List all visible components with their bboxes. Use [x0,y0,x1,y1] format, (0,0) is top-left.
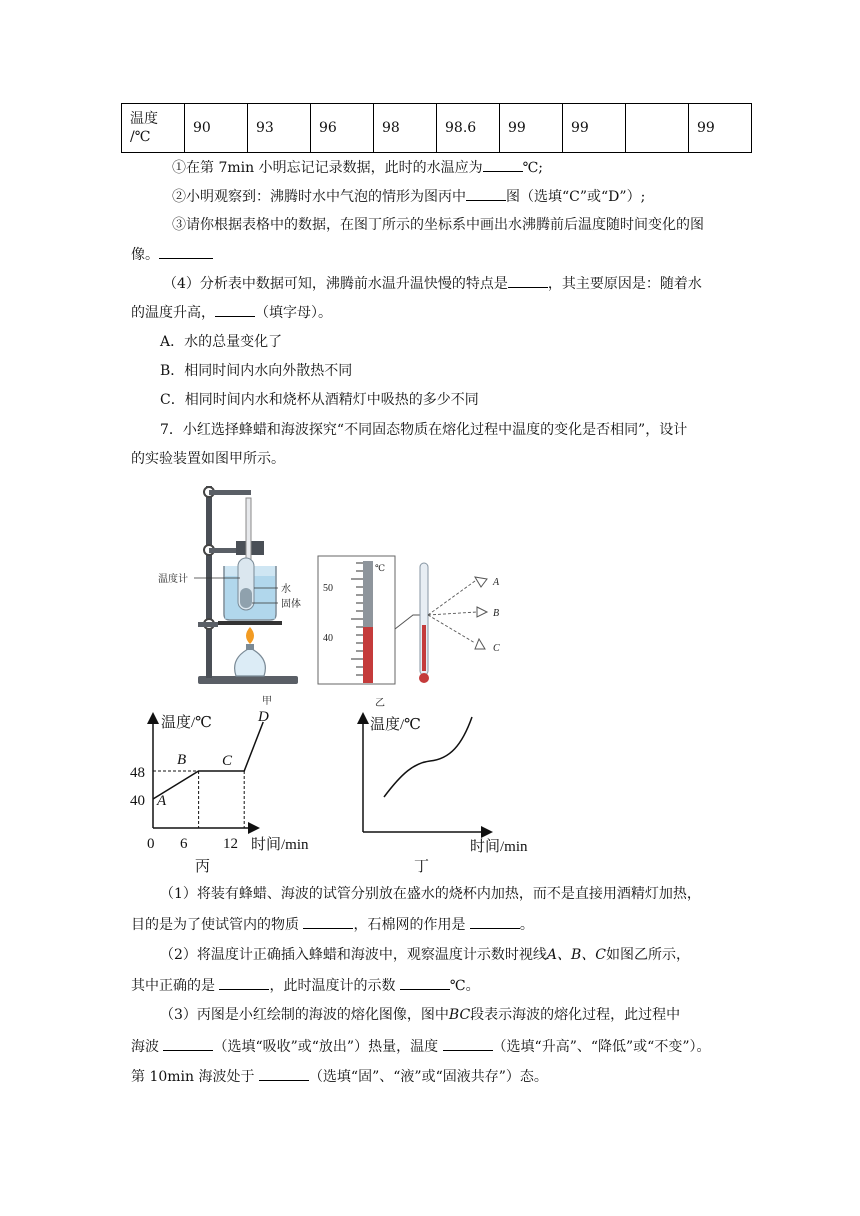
melting-curve [153,722,263,799]
x-tick-12: 12 [223,836,238,852]
graph-ding [350,705,550,877]
small-mercury [422,625,426,671]
flame [246,627,254,644]
alcohol-lamp [235,648,266,676]
option-a: A．水的总量变化了 [160,334,283,350]
q7-intro-cont: 的实验装置如图甲所示。 [131,451,285,467]
table-header-line1: 温度 [130,111,158,127]
table-cell [626,104,689,153]
table-cell: 98 [374,104,437,153]
eye-label-a: A [493,577,500,588]
answer-blank[interactable] [259,1066,309,1081]
point-a-label: A [157,793,167,809]
caption-bing: 丙 [195,859,211,875]
q7-part3: （3）丙图是小红绘制的海波的熔化图像，图中BC段表示海波的熔化过程，此过程中 [160,1007,681,1023]
sight-line-a [428,581,475,615]
test-tube-solid [240,588,252,608]
y-axis-label: 温度/℃ [161,715,212,731]
clamp-arm [209,490,251,495]
asbestos-gauze [218,621,282,625]
table-header-line2: /℃ [130,129,151,145]
x-axis-label: 时间/min [251,837,309,853]
scale-unit: ℃ [375,563,386,573]
y-tick-48: 48 [130,765,145,781]
zoom-line [395,615,420,629]
tick-label-50: 50 [323,583,333,594]
temperature-table [121,103,752,153]
y-axis-label: 温度/℃ [370,717,421,733]
y-tick-40: 40 [130,793,145,809]
answer-blank[interactable] [483,157,523,172]
q6-part4: （4）分析表中数据可知，沸腾前水温升温快慢的特点是 ，其主要原因是：随着水 [163,273,702,294]
q6-sub3-cont: 像。 [131,244,213,265]
point-d-label: D [258,709,269,725]
answer-blank[interactable] [163,1036,213,1051]
eye-icon [475,639,485,649]
sight-line-c [428,615,475,643]
label-thermometer: 温度计 [158,574,188,585]
table-cell: 90 [185,104,248,153]
label-solid: 固体 [281,599,301,610]
lamp-wick [246,644,254,650]
stand-rod [206,486,212,678]
table-cell: 99 [689,104,752,153]
point-b-label: B [177,752,187,768]
answer-blank[interactable] [215,302,255,317]
x-axis-label: 时间/min [470,839,528,855]
q6-sub2: ②小明观察到：沸腾时水中气泡的情形为图丙中 图（选填“C”或“D”）; [172,186,645,207]
thermometer-figure [317,555,517,707]
eye-label-b: B [493,608,500,619]
q7-part3-cont2: 第 10min 海波处于 （选填“固”、“液”或“固液共存”）态。 [131,1066,548,1087]
q6-sub1: ①在第 7min 小明忘记记录数据，此时的水温应为 ℃; [172,157,543,178]
answer-blank[interactable] [303,914,353,929]
table-row [122,104,752,153]
x-tick-6: 6 [180,836,188,852]
stand-base [198,676,298,684]
graph-bing [125,705,325,877]
origin-label: 0 [147,836,155,852]
table-cell: 99 [500,104,563,153]
answer-blank[interactable] [470,914,520,929]
q7-part1: （1）将装有蜂蜡、海波的试管分别放在盛水的烧杯内加热，而不是直接用酒精灯加热， [160,886,701,902]
table-cell: 96 [311,104,374,153]
option-c: C．相同时间内水和烧杯从酒精灯中吸热的多少不同 [160,392,479,408]
q7-part2: （2）将温度计正确插入蜂蜡和海波中，观察温度计示数时视线A、B、C如图乙所示， [160,947,691,963]
q7-intro: 7．小红选择蜂蜡和海波探究“不同固态物质在熔化过程中温度的变化是否相同”，设计 [160,422,688,438]
small-bulb [419,673,429,683]
mercury-column [363,627,373,683]
table-cell: 93 [248,104,311,153]
sight-line-b [428,612,477,615]
table-cell: 99 [563,104,626,153]
answer-blank[interactable] [466,186,506,201]
q6-part4-cont: 的温度升高， （填字母）。 [131,302,332,323]
scale-box [318,556,395,684]
caption-ding: 丁 [414,859,430,875]
q6-sub3: ③请你根据表格中的数据，在图丁所示的坐标系中画出水沸腾前后温度随时间变化的图 [172,217,704,233]
q7-part3-cont: 海波 （选填“吸收”或“放出”）热量，温度 （选填“升高”、“降低”或“不变”）。 [131,1036,711,1057]
ring-arm [198,622,218,627]
eye-icon [477,607,487,617]
apparatus-figure [158,478,308,708]
point-c-label: C [222,753,233,769]
caption-jia: 甲 [262,696,272,707]
answer-blank[interactable] [508,273,548,288]
answer-blank[interactable] [159,244,213,259]
answer-blank[interactable] [443,1036,493,1051]
q7-part2-cont: 其中正确的是 ，此时温度计的示数 ℃。 [131,975,480,996]
answer-blank[interactable] [400,975,450,990]
q7-part1-cont: 目的是为了使试管内的物质 ，石棉网的作用是 。 [131,914,534,935]
answer-blank[interactable] [219,975,269,990]
eye-label-c: C [493,643,500,654]
eye-icon [475,577,487,587]
table-cell: 98.6 [437,104,500,153]
table-header-cell [122,104,185,153]
option-b: B．相同时间内水向外散热不同 [160,363,353,379]
caption-yi: 乙 [375,698,385,707]
label-water: 水 [281,584,291,595]
tick-label-40: 40 [323,633,333,644]
